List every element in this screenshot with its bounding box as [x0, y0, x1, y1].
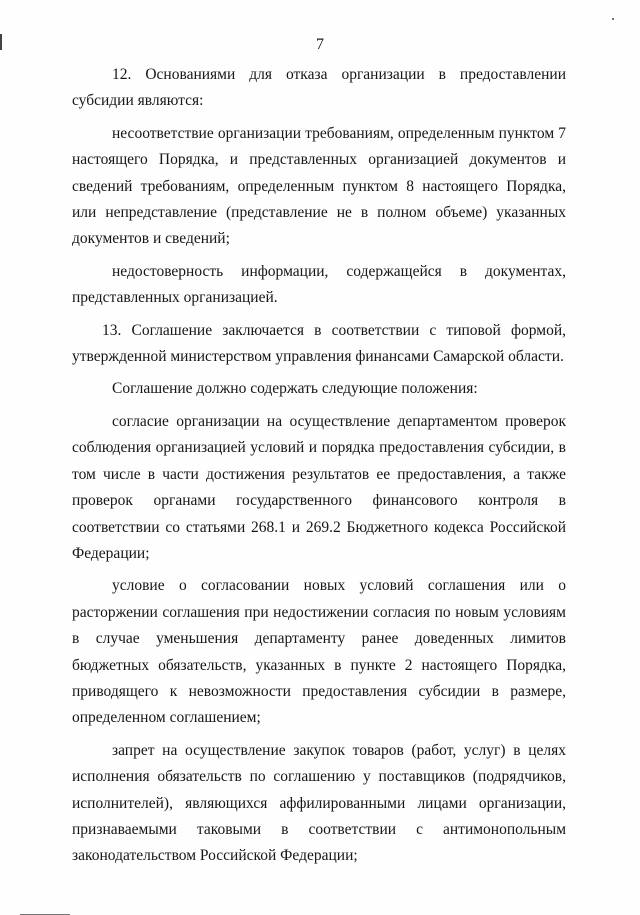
paragraph-refusal-grounds: 12. Основаниями для отказа организации в предоставлении субсидии являются: — [72, 66, 566, 110]
paragraph-new-conditions: условие о согласовании новых условий соглашения или о расторжении соглашения при недостижении согласия по новым условиям в случае уменьшения департаменту ранее доведенных лимитов бюджетных обязательств, указанных в пункте 2 настоящего Порядка, приводящего к невозможности предоставления субсидии в размере, определенном соглашением; — [72, 577, 566, 727]
paragraph-agreement-provisions: Соглашение должно содержать следующие положения: — [112, 380, 478, 398]
paragraph-consent-inspections: согласие организации на осуществление департаментом проверок соблюдения организацией условий и порядка предоставления субсидии, в том числе в части достижения результатов ее предоставления, а также проверок органами государственного финансового контроля в соответствии со статьями 268.1 и 269.2 Бюджетного кодекса Российской Федерации; — [72, 412, 566, 562]
paragraph-agreement-form: 13. Соглашение заключается в соответствии с типовой формой, утвержденной министерством управления финансами Самарской области. — [72, 321, 566, 366]
page-number: 7 — [316, 36, 324, 53]
paragraph-noncompliance: несоответствие организации требованиям, определенным пунктом 7 настоящего Порядка, и представленных организацией документов и сведений требованиям, определенным пунктом 8 настоящего Порядка, или непредставление (представление не в полном объеме) указанных документов и сведений; — [72, 124, 566, 248]
document-body — [72, 62, 566, 876]
paragraph-unreliable-info: недостоверность информации, содержащейся в документах, представленных организацией. — [72, 262, 566, 307]
scan-artifact-dot — [612, 18, 614, 20]
paragraph-procurement-ban: запрет на осуществление закупок товаров (работ, услуг) в целях исполнения обязательств по соглашению у поставщиков (подрядчиков, исполнителей), являющихся аффилированными лицами организации, признаваемыми таковыми в соответствии с антимонопольным законодательством Российской Федерации; — [72, 741, 566, 865]
